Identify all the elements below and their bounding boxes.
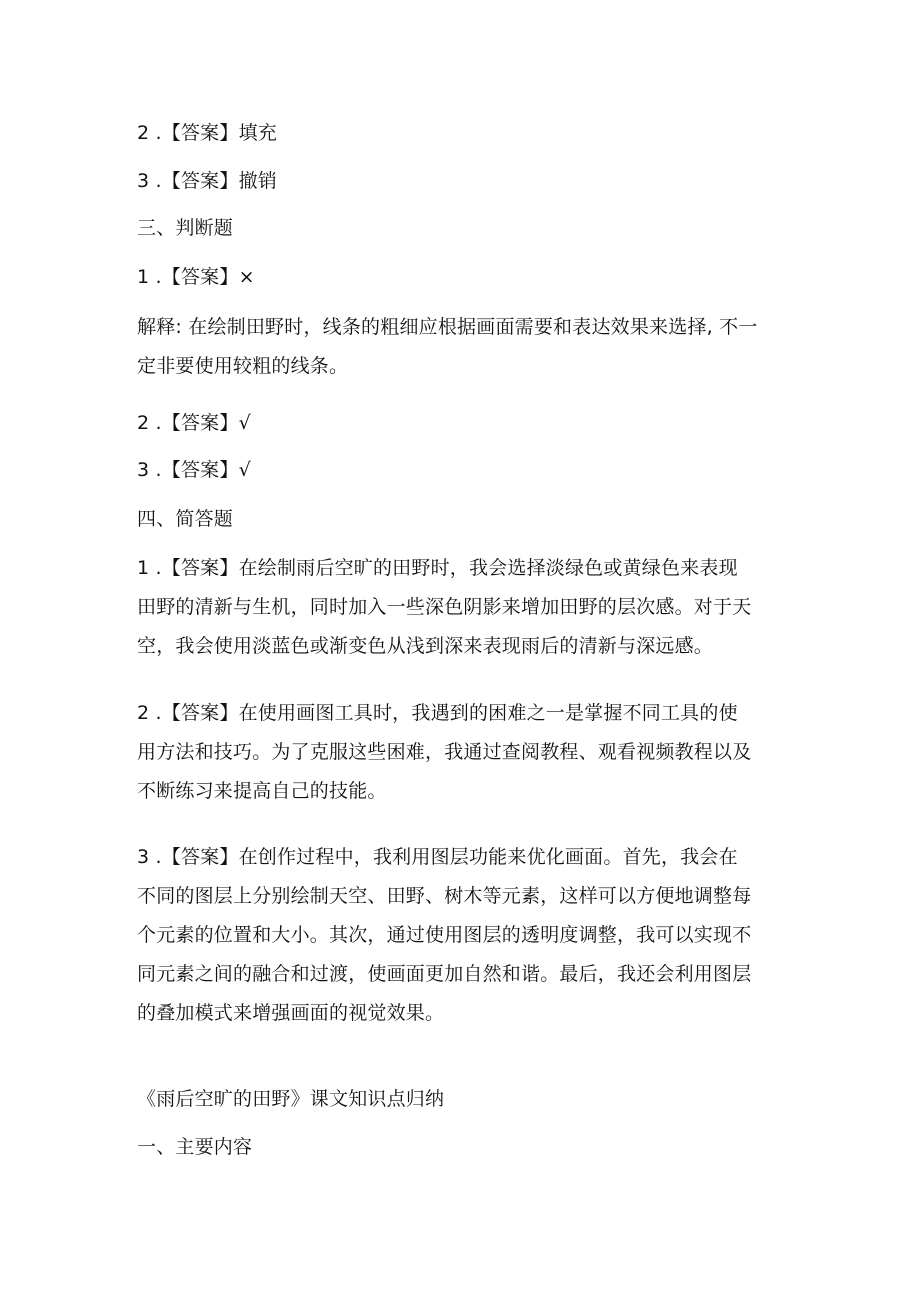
- section-heading-short-answer: 四、简答题: [137, 508, 234, 530]
- paragraph-line: 个元素的位置和大小。其次，通过使用图层的透明度调整，我可以实现不: [137, 924, 752, 946]
- paragraph-line: 1 .【答案】在绘制雨后空旷的田野时，我会选择淡绿色或黄绿色来表现: [137, 557, 738, 579]
- paragraph-line: 解释: 在绘制田野时，线条的粗细应根据画面需要和表达效果来选择, 不一: [137, 316, 758, 338]
- paragraph-line: 同元素之间的融合和过渡，使画面更加自然和谐。最后，我还会利用图层: [137, 963, 752, 985]
- summary-section-heading: 一、主要内容: [137, 1136, 253, 1158]
- paragraph-line: 田野的清新与生机，同时加入一些深色阴影来增加田野的层次感。对于天: [137, 596, 752, 618]
- short-answer-1: [137, 554, 787, 671]
- paragraph-line: 空，我会使用淡蓝色或渐变色从浅到深来表现雨后的清新与深远感。: [137, 635, 714, 657]
- answer-judge-1: 1 .【答案】×: [137, 266, 255, 288]
- answer-judge-3: 3 .【答案】√: [137, 459, 251, 481]
- paragraph-line: 不断练习来提高自己的技能。: [137, 780, 387, 802]
- paragraph-line: 的叠加模式来增强画面的视觉效果。: [137, 1002, 445, 1024]
- paragraph-line: 3 .【答案】在创作过程中，我利用图层功能来优化画面。首先，我会在: [137, 846, 738, 868]
- section-heading-judgement: 三、判断题: [137, 217, 234, 239]
- paragraph-line: 不同的图层上分别绘制天空、田野、树木等元素，这样可以方便地调整每: [137, 885, 752, 907]
- paragraph-line: 定非要使用较粗的线条。: [137, 355, 349, 377]
- answer-fill-2: 2 .【答案】填充: [137, 122, 277, 144]
- paragraph-line: 2 .【答案】在使用画图工具时，我遇到的困难之一是掌握不同工具的使: [137, 702, 738, 724]
- short-answer-2: [137, 699, 787, 816]
- judge-1-explanation: [137, 313, 787, 391]
- answer-judge-2: 2 .【答案】√: [137, 412, 251, 434]
- summary-title: 《雨后空旷的田野》课文知识点归纳: [137, 1088, 445, 1110]
- short-answer-3: [137, 843, 787, 1038]
- paragraph-line: 用方法和技巧。为了克服这些困难，我通过查阅教程、观看视频教程以及: [137, 741, 752, 763]
- answer-fill-3: 3 .【答案】撤销: [137, 170, 277, 192]
